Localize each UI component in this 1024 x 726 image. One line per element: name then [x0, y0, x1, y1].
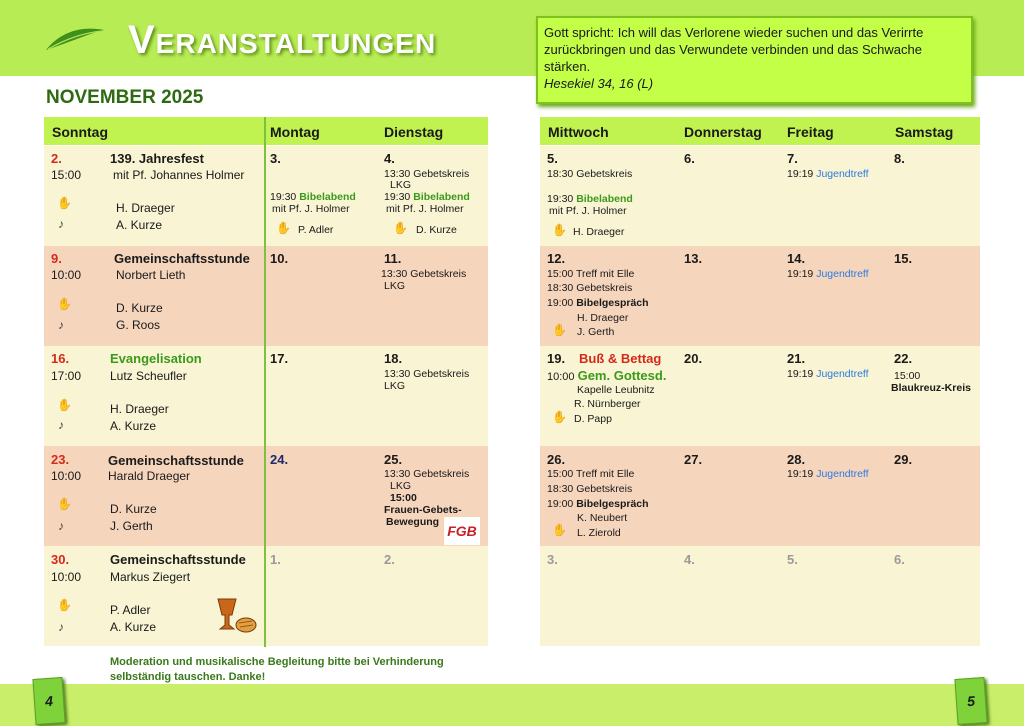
wednesday-date: 5. [547, 151, 558, 166]
sunday-moderation: H. Draeger [110, 402, 169, 416]
sunday-date: 16. [51, 351, 70, 366]
friday-date: 7. [787, 151, 798, 166]
wednesday-person: J. Gerth [577, 326, 615, 338]
sunday-time: 10:00 [51, 570, 82, 584]
wednesday-date: 19. [547, 351, 566, 366]
week-row-2-left [44, 246, 488, 346]
sunday-music: J. Gerth [110, 519, 153, 533]
leaf-icon [44, 24, 106, 54]
wednesday-date: 12. [547, 251, 566, 266]
bottom-band [0, 684, 1024, 726]
saturday-date: 22. [894, 351, 913, 366]
music-note-icon: ♪ [58, 519, 64, 533]
wednesday-person: L. Zierold [577, 527, 621, 539]
monday-event-name: Bibelabend [299, 191, 356, 203]
sunday-speaker: Norbert Lieth [116, 268, 186, 282]
verse-text: Gott spricht: Ich will das Verlorene wieder suchen und das Verirrte zurückbringen und das Verwundete verbinden und das Schwache stärken. [544, 25, 924, 74]
sunday-moderation: D. Kurze [116, 301, 163, 315]
saturday-event-name: Blaukreuz-Kreis [891, 382, 971, 394]
header-mittwoch: Mittwoch [548, 124, 609, 140]
fgb-logo: FGB [444, 517, 480, 545]
thursday-date: 4. [684, 552, 695, 567]
tuesday-date: 11. [384, 251, 402, 266]
friday-date: 21. [787, 351, 806, 366]
friday-date: 28. [787, 452, 806, 467]
sunday-event-title: Gemeinschaftsstunde [114, 251, 250, 266]
friday-event [787, 268, 869, 280]
tuesday-line: Bewegung [386, 516, 440, 528]
sunday-time: 10:00 [51, 268, 82, 282]
music-note-icon: ♪ [58, 620, 64, 634]
friday-event-time: 19:19 [787, 268, 814, 280]
tuesday-line: 13:30 Gebetskreis [381, 268, 467, 280]
header-montag: Montag [270, 124, 320, 140]
footer-note-line: Moderation und musikalische Begleitung bitte bei Verhinderung [110, 656, 444, 668]
sunday-event-title: Gemeinschaftsstunde [110, 552, 246, 567]
wednesday-line: 18:30 Gebetskreis [547, 168, 633, 180]
friday-event-name: Jugendtreff [816, 268, 869, 280]
sunday-event-title: Gemeinschaftsstunde [108, 453, 244, 468]
wednesday-date: 3. [547, 552, 558, 567]
friday-event-time: 19:19 [787, 168, 814, 180]
friday-date: 14. [787, 251, 806, 266]
sunday-time: 15:00 [51, 168, 82, 182]
hand-icon: ✋ [552, 410, 567, 424]
tuesday-date: 18. [384, 351, 403, 366]
wednesday-holiday: Buß & Bettag [579, 351, 662, 366]
friday-event [787, 368, 869, 380]
tuesday-line: LKG [390, 480, 412, 492]
tuesday-event-time: 19:30 [384, 191, 411, 203]
tuesday-line: LKG [390, 179, 412, 191]
monday-date: 1. [270, 552, 281, 567]
monday-date: 24. [270, 452, 289, 467]
sunday-date: 9. [51, 251, 62, 266]
sunday-time: 10:00 [51, 469, 82, 483]
wednesday-event [547, 193, 633, 205]
tuesday-line: LKG [384, 380, 406, 392]
wednesday-event [547, 368, 666, 383]
wednesday-event-detail: mit Pf. J. Holmer [549, 205, 627, 217]
tuesday-line: LKG [384, 280, 406, 292]
wednesday-leader: K. Neubert [577, 512, 628, 524]
tuesday-line: Frauen-Gebets- [384, 504, 462, 516]
thursday-date: 6. [684, 151, 695, 166]
wednesday-event-time: 19:00 [547, 498, 574, 510]
friday-date: 5. [787, 552, 798, 567]
tuesday-event [384, 191, 470, 203]
monday-date: 3. [270, 151, 281, 166]
sunday-moderation: H. Draeger [116, 201, 175, 215]
header-freitag: Freitag [787, 124, 834, 140]
left-week-header [44, 117, 488, 145]
wednesday-event-name: Bibelabend [576, 193, 633, 205]
sunday-date: 2. [51, 151, 62, 166]
tuesday-event-detail: mit Pf. J. Holmer [386, 203, 464, 215]
wednesday-line: 15:00 Treff mit Elle [547, 268, 635, 280]
tuesday-person: D. Kurze [416, 224, 457, 236]
tuesday-line: 13:30 Gebetskreis [384, 368, 470, 380]
header-dienstag: Dienstag [384, 124, 444, 140]
saturday-date: 15. [894, 251, 913, 266]
friday-event [787, 168, 869, 180]
sunday-speaker: Lutz Scheufler [110, 369, 187, 383]
header-donnerstag: Donnerstag [684, 124, 762, 140]
tuesday-line: 13:30 Gebetskreis [384, 168, 470, 180]
hand-icon: ✋ [552, 523, 567, 537]
sunday-music: A. Kurze [110, 620, 157, 634]
page-number-left: 4 [32, 677, 65, 725]
footer-note-line: selbständig tauschen. Danke! [110, 671, 266, 683]
thursday-date: 13. [684, 251, 703, 266]
sunday-moderation: D. Kurze [110, 502, 157, 516]
hand-icon: ✋ [57, 196, 72, 210]
hand-icon: ✋ [552, 223, 567, 237]
sunday-music: A. Kurze [116, 218, 163, 232]
week-row-5-right [540, 546, 980, 646]
tuesday-event-name: Bibelabend [413, 191, 470, 203]
hand-icon: ✋ [393, 221, 408, 235]
hand-icon: ✋ [57, 297, 72, 311]
monday-date: 10. [270, 251, 289, 266]
hand-icon: ✋ [57, 398, 72, 412]
tuesday-line: 13:30 Gebetskreis [384, 468, 470, 480]
wednesday-event [547, 498, 649, 510]
wednesday-date: 26. [547, 452, 566, 467]
music-note-icon: ♪ [58, 217, 64, 231]
right-week-header [540, 117, 980, 145]
music-note-icon: ♪ [58, 318, 64, 332]
sunday-date: 30. [51, 552, 70, 567]
wednesday-line: 18:30 Gebetskreis [547, 282, 633, 294]
bible-verse-box [536, 16, 973, 104]
monday-event [270, 191, 356, 203]
wednesday-person: H. Draeger [573, 226, 625, 238]
page-number-right: 5 [954, 677, 987, 725]
header-sonntag: Sonntag [52, 124, 108, 140]
wednesday-event [547, 297, 649, 309]
monday-event-time: 19:30 [270, 191, 297, 203]
friday-event [787, 468, 869, 480]
column-divider [264, 117, 266, 647]
sunday-moderation: P. Adler [110, 603, 151, 617]
page-title: Veranstaltungen [128, 18, 437, 62]
saturday-date: 8. [894, 151, 905, 166]
friday-event-name: Jugendtreff [816, 168, 869, 180]
wednesday-line: Kapelle Leubnitz [577, 384, 655, 396]
hand-icon: ✋ [57, 598, 72, 612]
wednesday-line: 15:00 Treff mit Elle [547, 468, 635, 480]
tuesday-date: 2. [384, 552, 395, 567]
wednesday-event-name: Bibelgespräch [576, 297, 649, 309]
saturday-event-time: 15:00 [894, 370, 921, 382]
tuesday-date: 25. [384, 452, 403, 467]
sunday-time: 17:00 [51, 369, 82, 383]
wednesday-event-name: Gem. Gottesd. [577, 368, 667, 383]
friday-event-time: 19:19 [787, 368, 814, 380]
sunday-date: 23. [51, 452, 70, 467]
month-heading: NOVEMBER 2025 [46, 87, 204, 108]
friday-event-name: Jugendtreff [816, 468, 869, 480]
thursday-date: 20. [684, 351, 703, 366]
sunday-speaker: Markus Ziegert [110, 570, 191, 584]
wednesday-leader: H. Draeger [577, 312, 629, 324]
thursday-date: 27. [684, 452, 703, 467]
monday-date: 17. [270, 351, 289, 366]
music-note-icon: ♪ [58, 418, 64, 432]
sunday-event-title: Evangelisation [110, 351, 202, 366]
sunday-speaker: mit Pf. Johannes Holmer [113, 168, 245, 182]
saturday-date: 29. [894, 452, 913, 467]
sunday-music: G. Roos [116, 318, 161, 332]
wednesday-event-time: 19:00 [547, 297, 574, 309]
hand-icon: ✋ [552, 323, 567, 337]
tuesday-line: 15:00 [390, 492, 417, 504]
friday-event-time: 19:19 [787, 468, 814, 480]
header-samstag: Samstag [895, 124, 954, 140]
sunday-music: A. Kurze [110, 419, 157, 433]
wednesday-leader: R. Nürnberger [574, 398, 641, 410]
wednesday-person: D. Papp [574, 413, 612, 425]
verse-reference: Hesekiel 34, 16 (L) [544, 76, 654, 91]
sunday-event-title: 139. Jahresfest [110, 151, 204, 166]
monday-event-detail: mit Pf. J. Holmer [272, 203, 350, 215]
saturday-date: 6. [894, 552, 905, 567]
tuesday-date: 4. [384, 151, 395, 166]
wednesday-line: 18:30 Gebetskreis [547, 483, 633, 495]
hand-icon: ✋ [276, 221, 291, 235]
monday-person: P. Adler [298, 224, 334, 236]
footer-note [110, 655, 444, 685]
wednesday-event-time: 10:00 [547, 371, 575, 383]
wednesday-event-time: 19:30 [547, 193, 574, 205]
communion-icon [214, 595, 258, 637]
wednesday-event-name: Bibelgespräch [576, 498, 649, 510]
sunday-speaker: Harald Draeger [108, 469, 191, 483]
friday-event-name: Jugendtreff [816, 368, 869, 380]
hand-icon: ✋ [57, 497, 72, 511]
